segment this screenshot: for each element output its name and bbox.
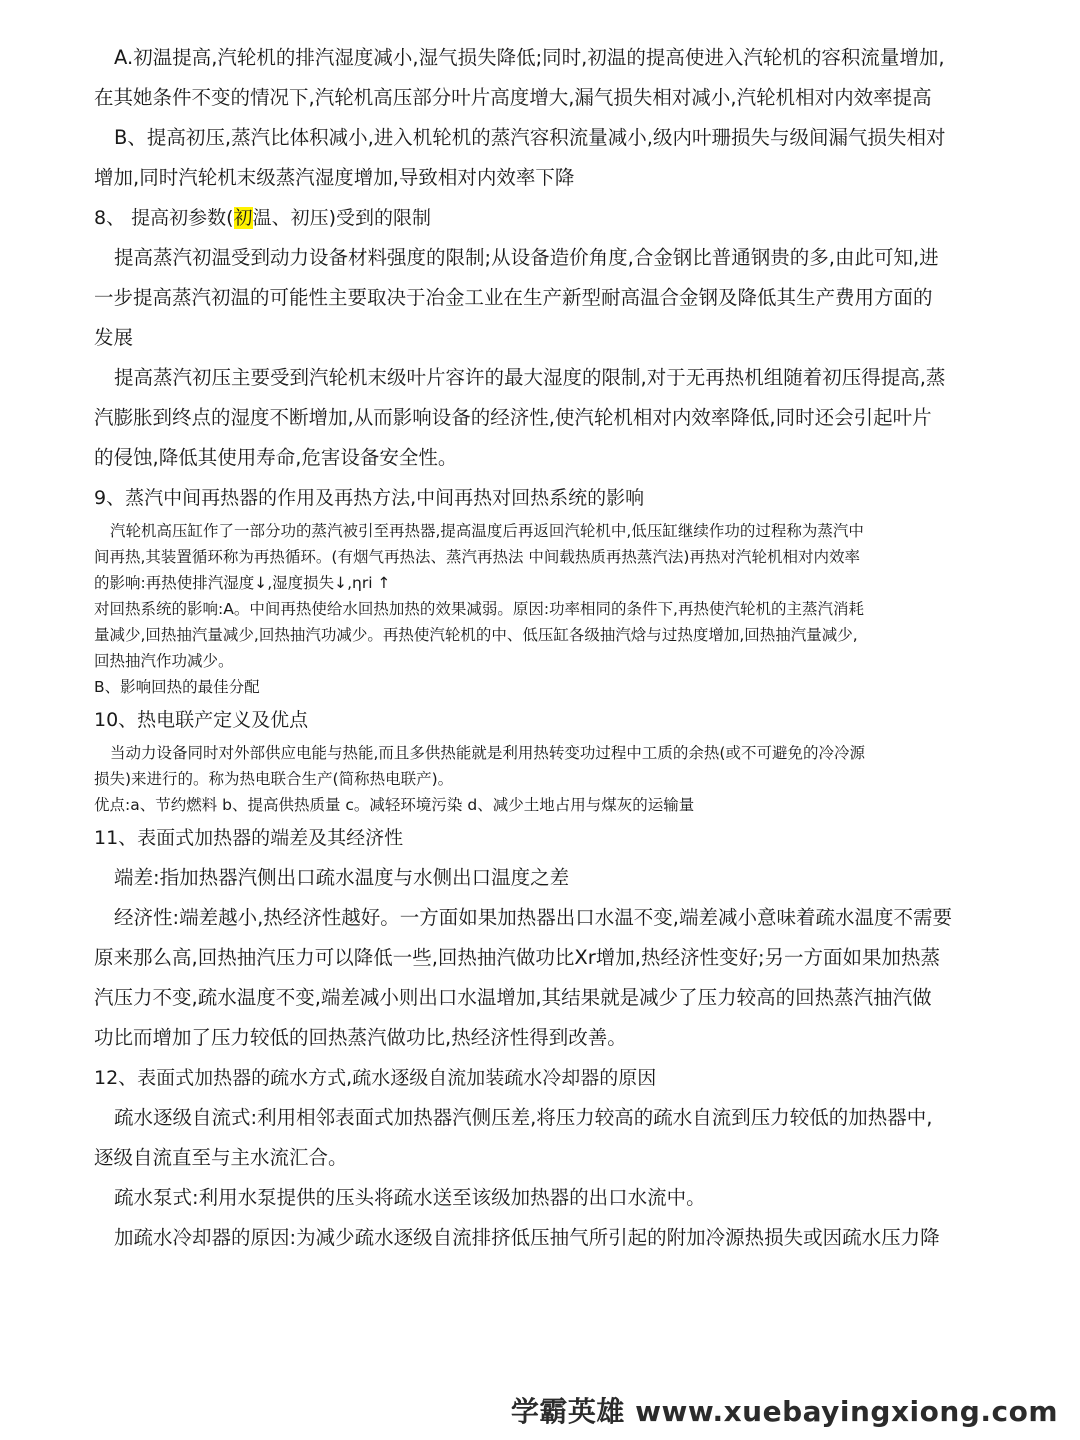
text-line: 汽轮机高压缸作了一部分功的蒸汽被引至再热器,提高温度后再返回汽轮机中,低压缸继续作功的过程称为蒸汽中 bbox=[110, 522, 864, 540]
text-line: 汽压力不变,疏水温度不变,端差减小则出口水温增加,其结果就是减少了压力较高的回热蒸汽抽汽做 bbox=[94, 986, 932, 1009]
text-line: 间再热,其装置循环称为再热循环。(有烟气再热法、蒸汽再热法 中间载热质再热蒸汽法)再热对汽轮机相对内效率 bbox=[94, 548, 860, 566]
text-line: 当动力设备同时对外部供应电能与热能,而且多供热能就是利用热转变功过程中工质的余热(或不可避免的冷冷源 bbox=[110, 744, 865, 762]
text-line: A.初温提高,汽轮机的排汽湿度减小,湿气损失降低;同时,初温的提高使进入汽轮机的容积流量增加, bbox=[114, 46, 945, 69]
site-watermark: 学霸英雄 www.xuebayingxiong.com bbox=[510, 1395, 1058, 1428]
text-line: 优点:a、节约燃料 b、提高供热质量 c。减轻环境污染 d、减少土地占用与煤灰的运输量 bbox=[94, 796, 695, 814]
text-line: 加疏水冷却器的原因:为减少疏水逐级自流排挤低压抽气所引起的附加冷源热损失或因疏水压力降 bbox=[114, 1226, 940, 1249]
section-heading-11: 11、表面式加热器的端差及其经济性 bbox=[94, 827, 404, 849]
text-line: 对回热系统的影响:A。中间再热使给水回热加热的效果减弱。原因:功率相同的条件下,再热使汽轮机的主蒸汽消耗 bbox=[94, 600, 864, 618]
text-line: 发展 bbox=[94, 326, 134, 349]
text-line: B、提高初压,蒸汽比体积减小,进入机轮机的蒸汽容积流量减小,级内叶珊损失与级间漏气损失相对 bbox=[114, 126, 946, 149]
text-line: 量减少,回热抽汽量减少,回热抽汽功减少。再热使汽轮机的中、低压缸各级抽汽焓与过热度增加,回热抽汽量减少, bbox=[94, 626, 858, 644]
section-heading-8 bbox=[94, 198, 994, 238]
text-line: 经济性:端差越小,热经济性越好。一方面如果加热器出口水温不变,端差减小意味着疏水温度不需要 bbox=[114, 906, 952, 929]
text-line: 一步提高蒸汽初温的可能性主要取决于冶金工业在生产新型耐高温合金钢及降低其生产费用方面的 bbox=[94, 286, 933, 309]
text-line: 的侵蚀,降低其使用寿命,危害设备安全性。 bbox=[94, 446, 458, 469]
text-line: 在其她条件不变的情况下,汽轮机高压部分叶片高度增大,漏气损失相对减小,汽轮机相对内效率提高 bbox=[94, 86, 932, 109]
text-line: B、影响回热的最佳分配 bbox=[94, 678, 260, 696]
section-heading-12: 12、表面式加热器的疏水方式,疏水逐级自流加装疏水冷却器的原因 bbox=[94, 1067, 657, 1089]
document-body bbox=[94, 38, 994, 1258]
text-line: 疏水逐级自流式:利用相邻表面式加热器汽侧压差,将压力较高的疏水自流到压力较低的加热器中, bbox=[114, 1106, 933, 1129]
text-line: 逐级自流直至与主水流汇合。 bbox=[94, 1146, 348, 1169]
text-line: 的影响:再热使排汽湿度↓,湿度损失↓,ηri ↑ bbox=[94, 574, 391, 592]
text-line: 损失)来进行的。称为热电联合生产(简称热电联产)。 bbox=[94, 770, 454, 788]
highlighted-text: 初 bbox=[233, 207, 253, 229]
section-heading-10: 10、热电联产定义及优点 bbox=[94, 709, 309, 731]
text-line: 提高蒸汽初压主要受到汽轮机末级叶片容许的最大湿度的限制,对于无再热机组随着初压得提高,蒸 bbox=[114, 366, 946, 389]
heading-text: 8、 提高初参数( bbox=[94, 207, 234, 229]
section-heading-9: 9、蒸汽中间再热器的作用及再热方法,中间再热对回热系统的影响 bbox=[94, 487, 645, 509]
text-line: 疏水泵式:利用水泵提供的压头将疏水送至该级加热器的出口水流中。 bbox=[114, 1186, 706, 1209]
text-line: 汽膨胀到终点的湿度不断增加,从而影响设备的经济性,使汽轮机相对内效率降低,同时还会引起叶片 bbox=[94, 406, 932, 429]
text-line: 回热抽汽作功减少。 bbox=[94, 652, 234, 670]
text-line: 增加,同时汽轮机末级蒸汽湿度增加,导致相对内效率下降 bbox=[94, 166, 575, 189]
text-line: 原来那么高,回热抽汽压力可以降低一些,回热抽汽做功比Xr增加,热经济性变好;另一方面如果加热蒸 bbox=[94, 946, 941, 969]
heading-text: 温、初压)受到的限制 bbox=[252, 207, 431, 229]
text-line: 功比而增加了压力较低的回热蒸汽做功比,热经济性得到改善。 bbox=[94, 1026, 627, 1049]
text-line: 端差:指加热器汽侧出口疏水温度与水侧出口温度之差 bbox=[114, 866, 570, 889]
text-line: 提高蒸汽初温受到动力设备材料强度的限制;从设备造价角度,合金钢比普通钢贵的多,由此可知,进 bbox=[114, 246, 939, 269]
